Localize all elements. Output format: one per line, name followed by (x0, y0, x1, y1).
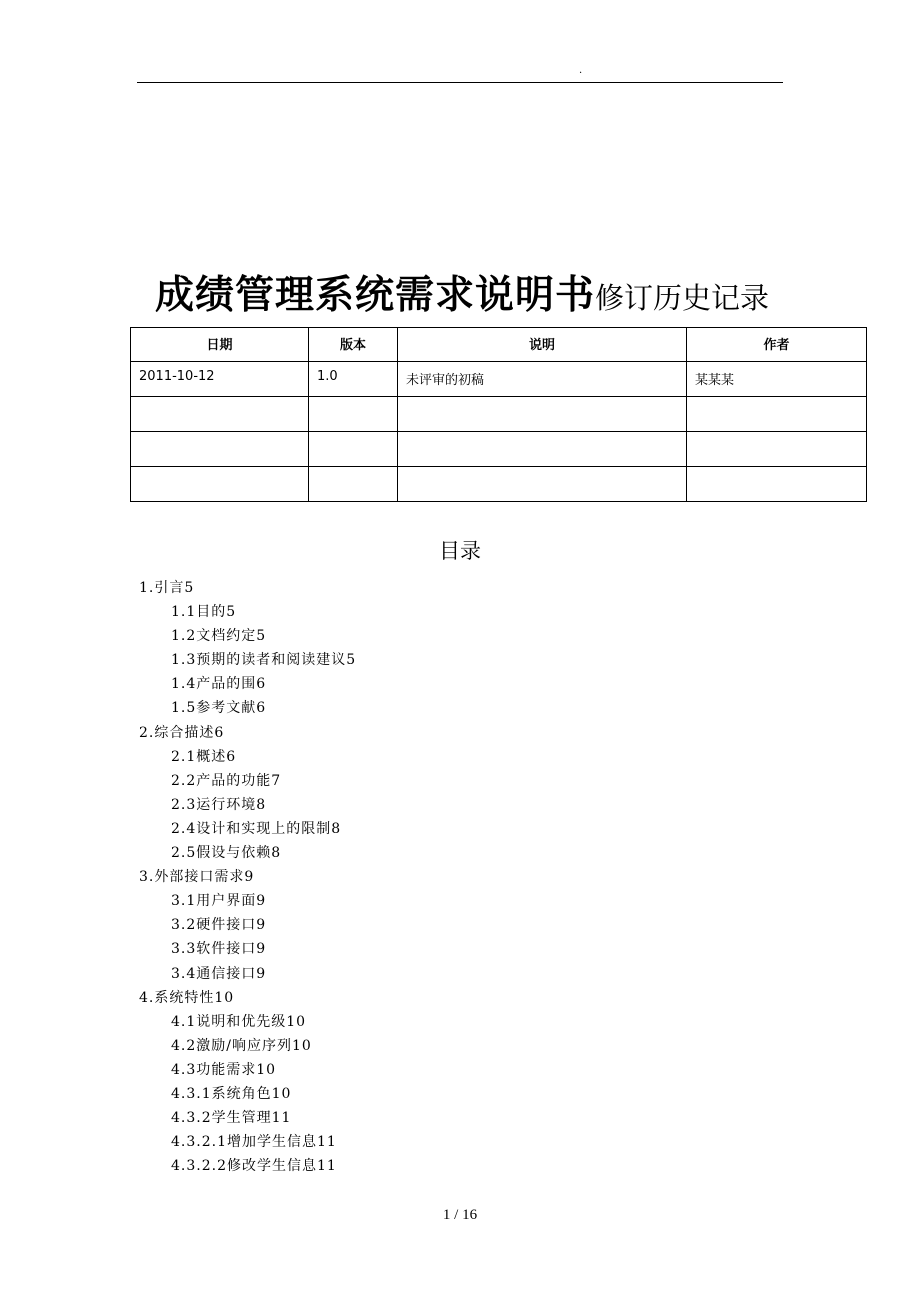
toc-entry[interactable]: 1.3预期的读者和阅读建议5 (171, 652, 357, 669)
toc-entry[interactable]: 3.1用户界面9 (171, 893, 267, 910)
header-description: 说明 (398, 328, 687, 362)
cell-author (687, 432, 867, 467)
header-rule (137, 82, 783, 83)
cell-description: 未评审的初稿 (398, 362, 687, 397)
toc-entry[interactable]: 4.3.1系统角色10 (171, 1085, 292, 1102)
revision-history-table (130, 327, 867, 502)
toc-title: 目录 (439, 539, 481, 563)
header-version: 版本 (309, 328, 398, 362)
title-main: 成绩管理系统需求说明书 (155, 273, 596, 318)
cell-description (398, 432, 687, 467)
cell-version: 1.0 (309, 362, 398, 397)
toc-entry[interactable]: 1.引言5 (139, 580, 195, 596)
toc-entry[interactable]: 2.5假设与依赖8 (171, 845, 282, 862)
toc-entry[interactable]: 4.1说明和优先级10 (171, 1013, 307, 1030)
table-of-contents (139, 576, 356, 1178)
toc-entry[interactable]: 2.3运行环境8 (171, 796, 267, 813)
toc-entry[interactable]: 4.2激励/响应序列10 (171, 1037, 312, 1054)
header-author: 作者 (687, 328, 867, 362)
toc-entry[interactable]: 3.3软件接口9 (171, 941, 267, 958)
toc-entry[interactable]: 3.2硬件接口9 (171, 917, 267, 934)
toc-entry[interactable]: 4.3.2.2修改学生信息11 (171, 1158, 337, 1175)
toc-entry[interactable]: 4.3.2.1增加学生信息11 (171, 1134, 337, 1151)
table-row (131, 432, 867, 467)
header-mark: . (579, 65, 583, 76)
document-title (155, 266, 855, 333)
toc-entry[interactable]: 3.4通信接口9 (171, 965, 267, 982)
header-date: 日期 (131, 328, 309, 362)
toc-entry[interactable]: 1.1目的5 (171, 604, 237, 621)
table-row (131, 362, 867, 397)
toc-entry[interactable]: 4.系统特性10 (139, 989, 235, 1006)
cell-version (309, 432, 398, 467)
cell-date (131, 432, 309, 467)
toc-entry[interactable]: 3.外部接口需求9 (139, 869, 255, 886)
toc-entry[interactable]: 4.3.2学生管理11 (171, 1110, 292, 1127)
cell-author: 某某某 (687, 362, 867, 397)
page-number: 1 / 16 (442, 1207, 478, 1223)
toc-entry[interactable]: 4.3功能需求10 (171, 1061, 277, 1078)
table-row (131, 397, 867, 432)
cell-version (309, 467, 398, 502)
toc-entry[interactable]: 2.1概述6 (171, 748, 237, 765)
cell-description (398, 467, 687, 502)
cell-author (687, 397, 867, 432)
table-row (131, 467, 867, 502)
toc-entry[interactable]: 1.2文档约定5 (171, 628, 267, 645)
toc-entry[interactable]: 1.5参考文献6 (171, 700, 267, 717)
cell-date (131, 397, 309, 432)
cell-version (309, 397, 398, 432)
cell-author (687, 467, 867, 502)
title-sub: 修订历史记录 (595, 281, 770, 315)
toc-entry[interactable]: 1.4产品的围6 (171, 676, 267, 693)
toc-entry[interactable]: 2.综合描述6 (139, 724, 225, 741)
cell-date (131, 467, 309, 502)
cell-description (398, 397, 687, 432)
cell-date: 2011-10-12 (131, 362, 309, 397)
toc-entry[interactable]: 2.2产品的功能7 (171, 772, 282, 789)
toc-entry[interactable]: 2.4设计和实现上的限制8 (171, 820, 342, 837)
revision-header-row (131, 328, 867, 362)
